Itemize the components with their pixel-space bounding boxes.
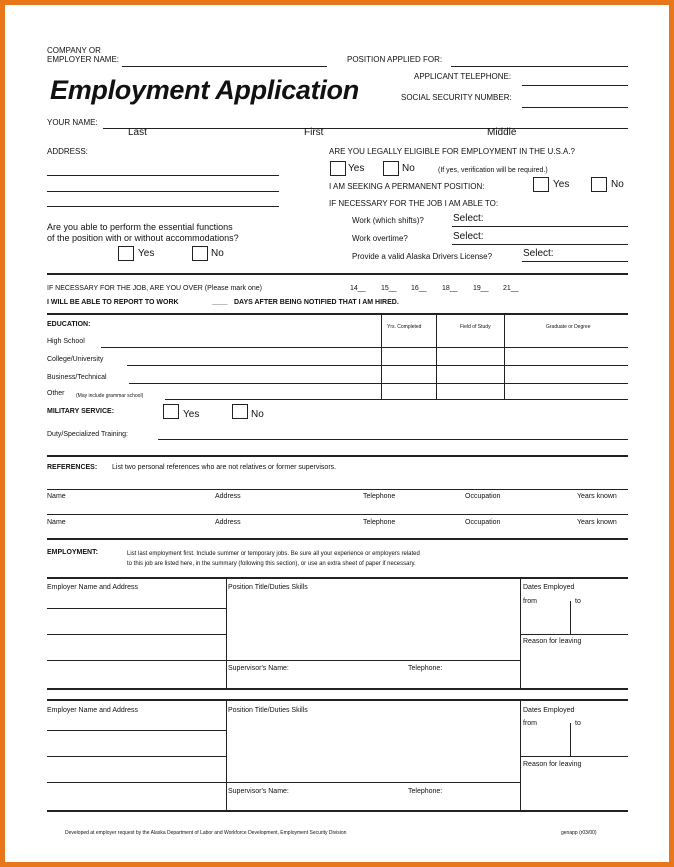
employer-2-dates-divider	[570, 723, 571, 756]
military-no-label: No	[251, 409, 264, 420]
position-applied-field[interactable]	[451, 66, 628, 67]
license-label: Provide a valid Alaska Drivers License?	[352, 252, 493, 261]
address-line-2[interactable]	[47, 191, 279, 192]
employer-1-dates-divider	[570, 601, 571, 634]
section-divider	[47, 455, 628, 457]
age-option-19[interactable]: 19__	[473, 285, 489, 292]
report-to-work-part2: DAYS AFTER BEING NOTIFIED THAT I AM HIRED.	[234, 299, 399, 306]
overtime-select[interactable]: Select:	[453, 231, 484, 242]
employer-2-position-bottom	[226, 782, 520, 783]
overtime-field[interactable]	[452, 244, 628, 245]
functions-no-checkbox[interactable]	[192, 246, 208, 261]
employer-1-bottom	[47, 688, 628, 690]
address-label: ADDRESS:	[47, 147, 88, 156]
reference-2-telephone-label: Telephone	[363, 519, 396, 526]
education-col-grad: Graduate or Degree	[546, 324, 591, 330]
age-option-16[interactable]: 16__	[411, 285, 427, 292]
functions-no-label: No	[211, 248, 224, 259]
address-line-3[interactable]	[47, 206, 279, 207]
employment-instructions-2: to this job are listed here, in the summary (following this section), or use an extra sheet of paper if necessary.	[127, 561, 416, 567]
employer-1-telephone-label: Telephone:	[408, 665, 443, 672]
report-to-work-blank[interactable]: ____	[212, 299, 228, 306]
section-divider	[47, 313, 628, 315]
education-row-other: Other	[47, 390, 65, 397]
license-select[interactable]: Select:	[523, 248, 554, 259]
employer-2-name-line-3[interactable]	[47, 782, 226, 783]
employer-1-position-label: Position Title/Duties Skills	[228, 584, 308, 591]
education-row-college: College/University	[47, 356, 104, 363]
permanent-yes-checkbox[interactable]	[533, 177, 549, 192]
age-option-21[interactable]: 21__	[503, 285, 519, 292]
employer-1-position-bottom	[226, 660, 520, 661]
employer-1-divider	[226, 578, 227, 688]
employer-1-from-label: from	[523, 598, 537, 605]
reference-1-occupation-label: Occupation	[465, 493, 501, 500]
application-form	[5, 5, 669, 862]
military-service-label: MILITARY SERVICE:	[47, 408, 115, 415]
employer-2-name-line-1[interactable]	[47, 730, 226, 731]
reference-1-address-label: Address	[215, 493, 241, 500]
employer-2-name-label: Employer Name and Address	[47, 707, 139, 714]
name-last-label: Last	[128, 127, 147, 138]
able-to-label: IF NECESSARY FOR THE JOB I AM ABLE TO:	[329, 199, 499, 208]
military-no-checkbox[interactable]	[232, 404, 248, 419]
address-line-1[interactable]	[47, 175, 279, 176]
employer-1-to-label: to	[575, 598, 581, 605]
employer-1-top	[47, 577, 628, 579]
reference-2-address-label: Address	[215, 519, 241, 526]
eligibility-yes-label: Yes	[348, 163, 365, 174]
employer-1-supervisor-label: Supervisor's Name:	[228, 665, 289, 672]
functions-question-line1: Are you able to perform the essential functions	[47, 222, 233, 232]
age-option-15[interactable]: 15__	[381, 285, 397, 292]
reference-1-telephone-label: Telephone	[363, 493, 396, 500]
shifts-select[interactable]: Select:	[453, 213, 484, 224]
section-divider	[47, 538, 628, 540]
functions-yes-checkbox[interactable]	[118, 246, 134, 261]
employer-2-top	[47, 699, 628, 701]
your-name-label: YOUR NAME:	[47, 118, 98, 127]
education-college-field[interactable]	[127, 365, 628, 366]
reference-1-line[interactable]	[47, 489, 628, 490]
employment-label: EMPLOYMENT:	[47, 549, 98, 556]
reference-1-name-label: Name	[47, 493, 66, 500]
employer-1-reason-label: Reason for leaving	[523, 638, 582, 645]
eligibility-no-label: No	[402, 163, 415, 174]
education-col-field: Field of Study	[460, 324, 491, 330]
company-label-line2: EMPLOYER NAME:	[47, 55, 120, 64]
duty-training-field[interactable]	[158, 439, 628, 440]
military-yes-label: Yes	[183, 409, 200, 420]
employer-2-dates-label: Dates Employed	[523, 707, 575, 714]
education-row-business: Business/Technical	[47, 374, 107, 381]
reference-2-years-label: Years known	[577, 519, 617, 526]
education-other-note: (May include grammar school)	[76, 393, 144, 399]
page-title: Employment Application	[50, 75, 359, 105]
references-label: REFERENCES:	[47, 464, 98, 471]
reference-2-line[interactable]	[47, 514, 628, 515]
employer-1-dates-field[interactable]	[520, 634, 628, 635]
applicant-telephone-label: APPLICANT TELEPHONE:	[414, 72, 512, 81]
education-col-divider	[381, 315, 382, 400]
shifts-field[interactable]	[452, 226, 628, 227]
reference-2-occupation-label: Occupation	[465, 519, 501, 526]
reference-2-name-label: Name	[47, 519, 66, 526]
company-label-line1: COMPANY OR	[47, 46, 101, 55]
employment-instructions-1: List last employment first. Include summer or temporary jobs. Be sure all your experience or employers related	[127, 551, 420, 557]
age-option-14[interactable]: 14__	[350, 285, 366, 292]
employer-1-divider	[520, 578, 521, 688]
report-to-work-part1: I WILL BE ABLE TO REPORT TO WORK	[47, 299, 179, 306]
your-name-field[interactable]	[103, 128, 628, 129]
section-divider	[47, 273, 628, 275]
functions-yes-label: Yes	[138, 248, 155, 259]
education-high-school-field[interactable]	[101, 347, 628, 348]
employer-2-bottom	[47, 810, 628, 812]
employer-2-telephone-label: Telephone:	[408, 788, 443, 795]
age-question: IF NECESSARY FOR THE JOB, ARE YOU OVER (Please mark one)	[47, 285, 262, 292]
references-instructions: List two personal references who are not relatives or former supervisors.	[112, 464, 337, 471]
employer-2-divider	[520, 700, 521, 810]
employer-2-reason-label: Reason for leaving	[523, 761, 582, 768]
employer-1-name-label: Employer Name and Address	[47, 584, 139, 591]
education-business-field[interactable]	[129, 383, 628, 384]
employer-2-name-line-2[interactable]	[47, 756, 226, 757]
eligibility-question: ARE YOU LEGALLY ELIGIBLE FOR EMPLOYMENT IN THE U.S.A.?	[329, 147, 576, 156]
education-col-divider	[436, 315, 437, 400]
education-label: EDUCATION:	[47, 321, 91, 328]
employer-2-from-label: from	[523, 720, 537, 727]
education-other-field[interactable]	[165, 399, 628, 400]
functions-question-line2: of the position with or without accommodations?	[47, 233, 239, 243]
social-security-label: SOCIAL SECURITY NUMBER:	[401, 93, 512, 102]
applicant-telephone-field[interactable]	[522, 85, 628, 86]
employer-1-dates-label: Dates Employed	[523, 584, 575, 591]
eligibility-note: (If yes, verification will be required.)	[438, 167, 548, 174]
name-middle-label: Middle	[487, 127, 517, 138]
employer-1-name-line-2[interactable]	[47, 634, 226, 635]
employer-1-name-line-1[interactable]	[47, 608, 226, 609]
education-col-divider	[504, 315, 505, 400]
employer-2-supervisor-label: Supervisor's Name:	[228, 788, 289, 795]
company-name-field[interactable]	[122, 66, 327, 67]
military-yes-checkbox[interactable]	[163, 404, 179, 419]
reference-1-years-label: Years known	[577, 493, 617, 500]
permanent-position-question: I AM SEEKING A PERMANENT POSITION:	[329, 182, 485, 191]
name-first-label: First	[304, 127, 324, 138]
employer-2-divider	[226, 700, 227, 810]
eligibility-yes-checkbox[interactable]	[330, 161, 346, 176]
permanent-yes-label: Yes	[553, 179, 570, 190]
permanent-no-label: No	[611, 179, 624, 190]
employer-2-to-label: to	[575, 720, 581, 727]
social-security-field[interactable]	[522, 107, 628, 108]
employer-2-position-label: Position Title/Duties Skills	[228, 707, 308, 714]
position-applied-label: POSITION APPLIED FOR:	[347, 55, 443, 64]
employer-2-dates-field[interactable]	[520, 756, 628, 757]
footer-credit: Developed at employer request by the Alaska Department of Labor and Workforce Development, Employment Security Division	[65, 830, 347, 836]
permanent-no-checkbox[interactable]	[591, 177, 607, 192]
license-field[interactable]	[522, 261, 628, 262]
education-row-high-school: High School	[47, 338, 85, 345]
shifts-label: Work (which shifts)?	[352, 216, 424, 225]
eligibility-no-checkbox[interactable]	[383, 161, 399, 176]
age-option-18[interactable]: 18__	[442, 285, 458, 292]
overtime-label: Work overtime?	[352, 234, 408, 243]
education-col-years: Yrs. Completed	[387, 324, 422, 330]
employer-1-name-line-3[interactable]	[47, 660, 226, 661]
duty-training-label: Duty/Specialized Training:	[47, 431, 128, 438]
footer-form-id: genapp (r03/00)	[561, 830, 597, 836]
